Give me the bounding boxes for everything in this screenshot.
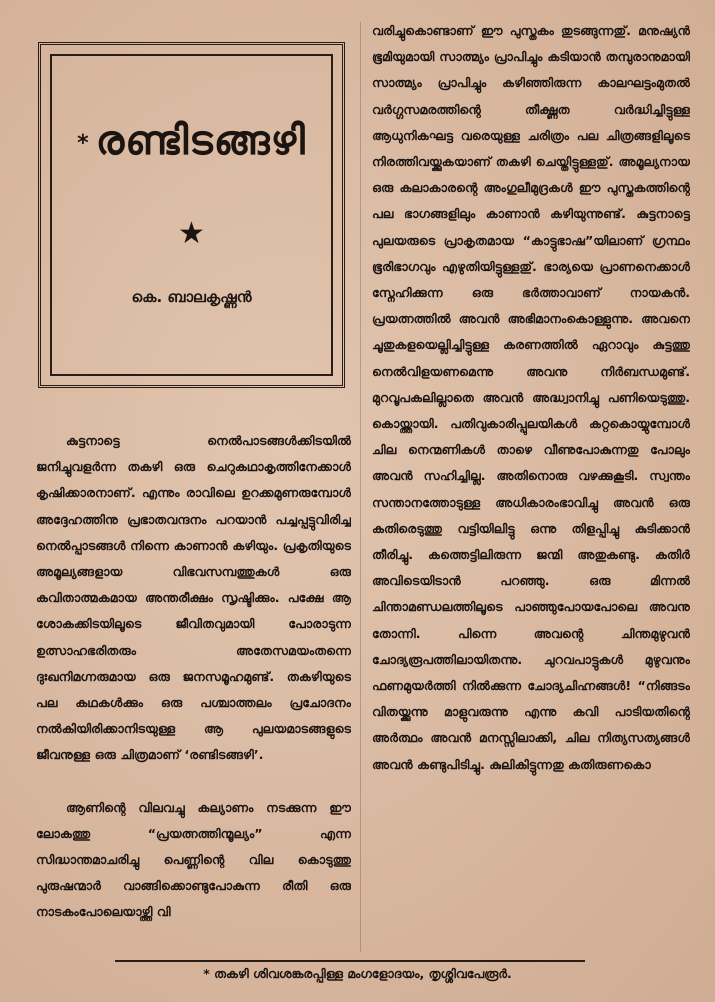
paragraph-1: കുട്ടനാട്ടെ നെൽപാടങ്ങൾക്കിടയിൽ ജനിച്ചുവളർന്ന തകഴി ഒരു ചെറുകഥാകൃത്തിനേക്കാൾ കൃഷിക്കാരനാണ്. എന്നും രാവിലെ ഉറക്കമുണരുമ്പോൾ അദ്ദേഹത്തിനു പ്രഭാതവന്ദനം പറയാൻ പച്ചപ്പട്ടുവിരിച്ച നെൽപ്പാടങ്ങൾ നിന്നെ കാണാൻ കഴിയും. പ്രകൃതിയുടെ അമൂല്യങ്ങളായ വിഭവസമ്പത്തുകൾ ഒരു കവിതാത്മകമായ അന്തരീക്ഷം സൃഷ്ടിക്കും. പക്ഷേ ആ ശോകക്കിടയിലൂടെ ജീവിതവുമായി പോരാടുന്ന ഉത്സാഹഭരിതരും അതേസമയംതന്നെ ദുഃഖനിമഗ്നരുമായ ഒരു ജനസമൂഹമുണ്ട്. തകഴിയുടെ പല കഥകൾക്കും ഒരു പശ്ചാത്തലം പ്രചോദനം നൽകിയിരിക്കാനിടയുള്ള ആ പുലയമാടങ്ങളുടെ ജീവനുള്ള ഒരു ചിത്രമാണ് ‘രണ്ടിടങ്ങഴി’. — [36, 433, 351, 763]
title-asterisk: * — [77, 130, 90, 156]
title-box-inner-frame — [50, 54, 333, 376]
footnote-asterisk: * — [203, 966, 210, 981]
book-title-text: രണ്ടിടങ്ങഴി — [95, 118, 306, 164]
column-divider — [360, 22, 361, 952]
star-icon: ★ — [178, 216, 205, 251]
title-box — [38, 42, 345, 388]
left-column — [36, 428, 351, 948]
paragraph-2: ആണിന്റെ വിലവച്ചു കല്യാണം നടക്കുന്ന ഈ ലോകത്തു “പ്രയത്നത്തിന്മൂല്യം” എന്ന സിദ്ധാന്തമാചരിച്ചു പെണ്ണിന്റെ വില കൊടുത്തു പുരുഷന്മാർ വാങ്ങിക്കൊണ്ടുപോകുന്ന രീതി ഒരു നാടകംപോലെയാഴ്ത്തി വി — [36, 799, 351, 920]
book-title — [52, 118, 331, 164]
author-name: കെ. ബാലകൃഷ്ണൻ — [131, 288, 252, 306]
footnote-text: തകഴി ശിവശങ്കരപ്പിള്ള മംഗളോദയം, തൃശ്ശിവപേരൂർ. — [214, 966, 512, 981]
footnote — [0, 966, 715, 982]
footnote-rule — [115, 960, 585, 962]
right-column — [372, 18, 690, 958]
right-column-text: വരിച്ചുകൊണ്ടാണ് ഈ പുസ്തകം തുടങ്ങുന്നതു്. മനുഷ്യൻ ഭൂമിയുമായി സാത്മ്യം പ്രാപിച്ചും കടിയാൻ തമ്പുരാനുമായി സാത്മ്യം പ്രാപിച്ചും കഴിഞ്ഞിരുന്ന കാലഘട്ടംമുതൽ വർഗ്ഗസമരത്തിന്റെ തീക്ഷ്ണത വർദ്ധിച്ചിട്ടുള്ള ആധുനികഘട്ട വരെയുള്ള ചരിത്രം പല ചിത്രങ്ങളിലൂടെ നിരത്തിവയ്ക്കുകയാണ് തകഴി ചെയ്തിട്ടുള്ളതു്. അമൂല്യനായ ഒരു കലാകാരന്റെ അംഗുലീമുദ്രകൾ ഈ പുസ്തകത്തിന്റെ പല ഭാഗങ്ങളിലും കാണാൻ കഴിയുന്നുണ്ട്. കുട്ടനാട്ടെ പുലയരുടെ പ്രാകൃതമായ “കാട്ടുഭാഷ”യിലാണ് ഗ്രന്ഥം ഭൂരിഭാഗവും എഴുതിയിട്ടുള്ളതു്. ഭാര്യയെ പ്രാണനെക്കാൾ സ്നേഹിക്കുന്ന ഒരു ഭർത്താവാണ് നായകൻ. പ്രയത്നത്തിൽ അവൻ അഭിമാനംകൊള്ളുന്നു. അവനെ ചൂതുകളയെല്ലിച്ചിട്ടുള്ള കരണത്തിൽ ഏറാവും കുട്ടത്തു നെൽവിളയണമെന്നു അവനു നിർബന്ധമുണ്ട്. മുറവൂപകലില്ലാതെ അവൻ അദ്ധ്വാനിച്ചു പണിയെടുത്തു. കൊയ്ത്തായി. പതിവുകാരിപ്പുലയികൾ കറ്റകൊയ്യുമ്പോൾ ചില നെന്മണികൾ താഴെ വീണുപോകുന്നതു പോലും അവൻ സഹിച്ചില്ല. അതിനൊരു വഴക്കുകൂടി. സ്വന്തം സന്താനത്തോടുള്ള അധികാരംഭാവിച്ചു അവൻ ഒരു കതിരെടുത്തു വട്ടിയിലിട്ടു ഒന്നു തിളപ്പിച്ചു കുടിക്കാൻ തീരിച്ചു. കത്തെട്ടിലിരുന്ന ജന്മി അതുകണ്ടു. കതിർ അവിടെയിടാൻ പറഞ്ഞു. ഒരു മിന്നൽ ചിന്താമണ്ഡലത്തിലൂടെ പാഞ്ഞുപോയപോലെ അവനു തോന്നി. പിന്നെ അവന്റെ ചിന്തമുഴുവൻ ചോദ്യരൂപത്തിലായിതന്നു. ചുറവപാട്ടുകൾ മുഴുവനും ഫണമുയർത്തി നിൽക്കുന്ന ചോദ്യചിഹ്നങ്ങൾ! “നിങ്ങടം വിതയ്ക്കുന്നു മാളുവരുന്നു എന്നു കവി പാടിയതിന്റെ അർത്ഥം അവൻ മനസ്സിലാക്കി, ചില നിത്യസത്യങ്ങൾ അവൻ കണ്ടുപിടിച്ചു. കുലികിട്ടുന്നതു കതിരുണകൊ — [372, 23, 690, 772]
